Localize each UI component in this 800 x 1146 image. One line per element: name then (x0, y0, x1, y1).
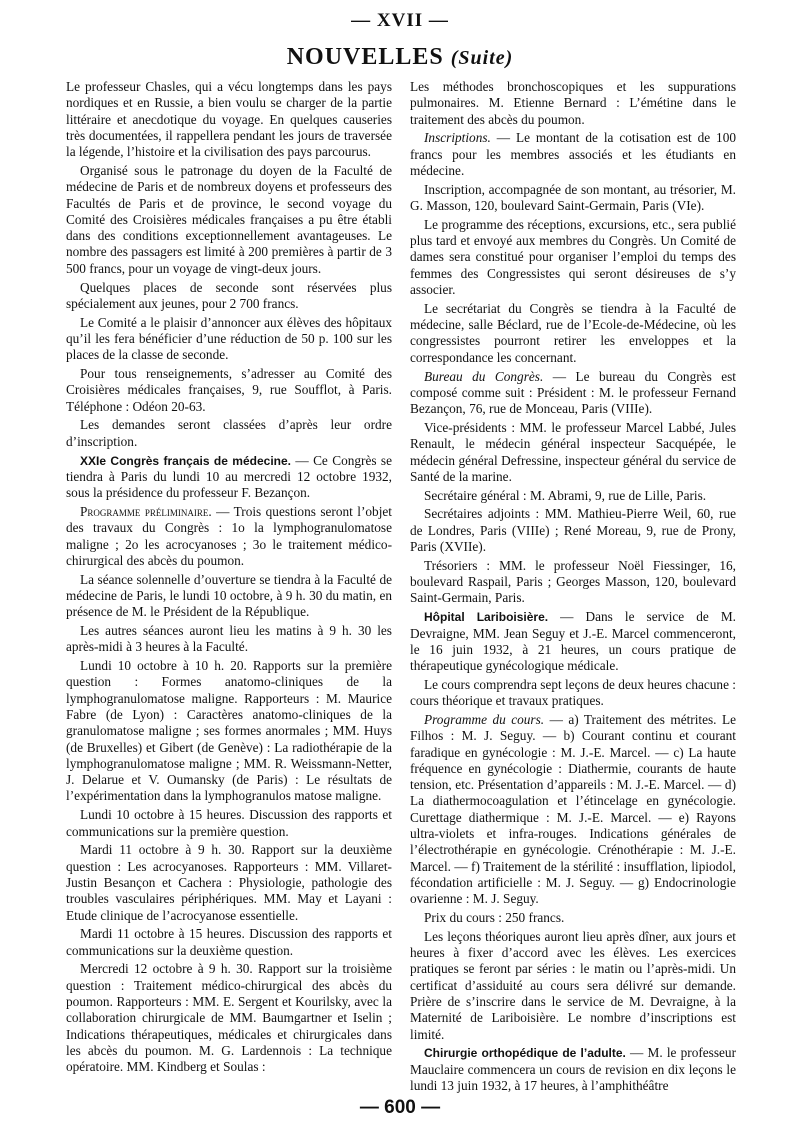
inscriptions-text: — Le montant de la cotisation est de 100 francs pour les membres associés et les étudiants en médecine. (410, 130, 736, 178)
programme-cours-text: — a) Traitement des métrites. Le Filhos : M. J. Seguy. — b) Courant continu et courant faradique en gynécologie : M. J.-E. Marcel. — c) La haute fréquence en gynécologie : Diathermie, courants de haute tension, etc. Présentation d’appareils : M. J.-E. Marcel. — d) La diathermocoagulation et l’étincelage en gynécologie. Curettage diathermique : M. J.-E. Marcel. — e) Rayons ultra-violets et infra-rouges. Indications générales de l’électrothérapie en gynécologie. Crénothérapie : M. J.-E. Marcel. — f) Traitement de la stérilité : insufflation, lipiodol, fécondation artificielle : M. J. Seguy. — g) Endocrinologie ovarienne : M. J. Seguy. (410, 711, 736, 907)
paragraph: Les méthodes bronchoscopiques et les suppurations pulmonaires. M. Etienne Bernard : L’émétine dans le traitement des abcès du poumon. (410, 79, 736, 127)
paragraph: Lundi 10 octobre à 15 heures. Discussion des rapports et communications sur la première question. (66, 807, 392, 839)
title-suffix: (Suite) (450, 47, 514, 69)
inscriptions-label: Inscriptions. (424, 130, 491, 146)
paragraph: Les demandes seront classées d’après leur ordre d’inscription. (66, 417, 392, 449)
page-number-roman: — XVII — (351, 10, 449, 31)
paragraph: Secrétaires adjoints : MM. Mathieu-Pierre Weil, 60, rue de Londres, Paris (VIIIe) ; René Moreau, 9, rue de Prony, Paris (XVIIe). (410, 506, 736, 555)
programme-text: — Trois questions seront l’objet des travaux du Congrès : 1o la lymphogranulomatose maligne ; 2o les acrocyanoses ; 3o le traitement médico-chirurgical des abcès du poumon. (66, 503, 392, 568)
paragraph: Trésoriers : MM. le professeur Noël Fiessinger, 16, boulevard Raspail, Paris ; Georges Masson, 120, boulevard Saint-Germain, Paris. (410, 557, 736, 606)
paragraph: Inscription, accompagnée de son montant, au trésorier, M. G. Masson, 120, boulevard Saint-Germain, Paris (VIe). (410, 181, 736, 214)
paragraph: Les leçons théoriques auront lieu après dîner, aux jours et heures à fixer d’accord avec les élèves. Les exercices pratiques se feront par séries : le matin ou l’après-midi. Un certificat d’assiduité au cours sera délivré sur demande. Prière de s’inscrire dans le service de M. Devraigne, à la Maternité de Lariboisière. Le nombre d’inscriptions est limité. (410, 928, 736, 1042)
page-number: — 600 — (359, 1097, 441, 1118)
section-heading-hopital: Hôpital Lariboisière. (424, 610, 549, 625)
programme-label: Programme préliminaire. (80, 503, 212, 519)
bureau-label: Bureau du Congrès. (424, 368, 544, 384)
programme-paragraph (66, 504, 392, 569)
paragraph: Le professeur Chasles, qui a vécu longtemps dans les pays nordiques et en Russie, a bien voulu se charger de la partie littéraire et anecdotique du voyage. En quelques causeries très documentées, il rappellera pendant les jours de traversée la légende, l’histoire et la civilisation des pays parcourus. (66, 79, 392, 160)
paragraph: Mardi 11 octobre à 15 heures. Discussion des rapports et communications sur la deuxième question. (66, 926, 392, 958)
paragraph: Vice-présidents : MM. le professeur Marcel Labbé, Jules Renault, le médecin général inspecteur Sacquépée, le médecin général Defressine, inspecteur général du service de Santé de la marine. (410, 419, 736, 484)
paragraph: Le cours comprendra sept leçons de deux heures chacune : cours théorique et travaux pratiques. (410, 676, 736, 709)
congres-paragraph (66, 453, 392, 502)
paragraph: Le secrétariat du Congrès se tiendra à la Faculté de médecine, salle Béclard, rue de l’Ecole-de-Médecine, où les congressistes pourront retirer les enveloppes et la correspondance les concernant. (410, 300, 736, 365)
title-main: NOUVELLES (286, 44, 444, 70)
inscriptions-paragraph (410, 130, 736, 179)
paragraph: Organisé sous le patronage du doyen de la Faculté de médecine de Paris et de nombreux doyens et professeurs des Facultés de Paris et de province, le second voyage du Comité des Croisières médicales françaises a pu être établi dans des conditions exceptionnellement avantageuses. Le nombre des passagers est limité à 200 premières à partir de 3 500 francs, pour un voyage de vingt-deux jours. (66, 162, 392, 276)
hopital-paragraph (410, 609, 736, 674)
section-heading-chirurgie: Chirurgie orthopédique de l’adulte. (424, 1046, 626, 1061)
paragraph: Mardi 11 octobre à 9 h. 30. Rapport sur la deuxième question : Les acrocyanoses. Rapporteurs : MM. Villaret-Justin Besançon et Cachera : Physiologie, pathologie des troubles vasculaires périphériques. MM. May et Layani : Etude clinique de l’acrocyanose essentielle. (66, 842, 392, 923)
paragraph: Le Comité a le plaisir d’annoncer aux élèves des hôpitaux qu’il les fera bénéficier d’une réduction de 50 p. 100 sur les places de la classe de seconde. (66, 314, 392, 363)
paragraph: Mercredi 12 octobre à 9 h. 30. Rapport sur la troisième question : Traitement médico-chirurgical des abcès du poumon. Rapporteurs : MM. E. Sergent et Kourilsky, avec la collaboration chirurgicale de MM. Baumgartner et Iselin ; Indications thérapeutiques, médicales et chirurgicales dans les abcès du poumon. M. G. Lardennois : La technique opératoire. MM. Kindberg et Soulas : (66, 961, 392, 1075)
paragraph: Prix du cours : 250 francs. (424, 910, 565, 926)
bureau-text: — Le bureau du Congrès est composé comme suit : Président : M. le professeur Fernand Bezançon, 76, rue de Monceau, Paris (VIIIe). (410, 368, 736, 417)
paragraph: Secrétaire général : M. Abrami, 9, rue de Lille, Paris. (424, 487, 707, 503)
programme-cours-paragraph (410, 712, 736, 908)
left-column (66, 79, 392, 1078)
programme-cours-label: Programme du cours. (424, 711, 545, 727)
paragraph: Quelques places de seconde sont réservées plus spécialement aux jeunes, pour 2 700 francs. (66, 279, 392, 311)
paragraph: La séance solennelle d’ouverture se tiendra à la Faculté de médecine de Paris, le lundi 10 octobre, à 9 h. 30 du matin, en présence de M. le Président de la République. (66, 571, 392, 620)
chirurgie-text: — M. le professeur Mauclaire commencera un cours de revision en dix leçons le lundi 13 juin 1932, à 17 heures, à l’amphithéâtre (410, 1045, 736, 1094)
paragraph: Les autres séances auront lieu les matins à 9 h. 30 les après-midi à 3 heures à la Faculté. (66, 623, 392, 655)
section-heading-congres: XXIe Congrès français de médecine. (80, 453, 291, 468)
chirurgie-paragraph (410, 1045, 736, 1094)
paragraph: Le programme des réceptions, excursions, etc., sera publié plus tard et envoyé aux membres du Congrès. Un Comité de dames sera constitué pour organiser l’emploi du temps des femmes des Congressistes qui seront désireuses de s’y associer. (410, 216, 736, 298)
hopital-text: — Dans le service de M. Devraigne, MM. Jean Seguy et J.-E. Marcel commenceront, le 16 juin 1932, à 21 heures, un cours pratique de thérapeutique gynécologique médicale. (410, 609, 737, 674)
bureau-paragraph (410, 369, 736, 418)
congres-text: — Ce Congrès se tiendra à Paris du lundi 10 au mercredi 12 octobre 1932, sous la présidence du professeur F. Bezançon. (66, 452, 393, 501)
right-column (410, 79, 736, 1097)
page-title (0, 44, 800, 71)
paragraph: Pour tous renseignements, s’adresser au Comité des Croisières médicales françaises, 9, rue Soufflot, à Paris. Téléphone : Odéon 20-63. (66, 366, 392, 414)
paragraph: Lundi 10 octobre à 10 h. 20. Rapports sur la première question : Formes anatomo-cliniques de la lymphogranulomatose maligne. Rapporteurs : M. Maurice Fabre (de Lyon) : Caractères anatomo-cliniques de la granulomatose maligne ; ses formes anormales ; MM. Huys (de Bruxelles) et Gibert (de Genève) : La radiothérapie de la lymphogranulomatose maligne ; MM. R. Weissmann-Netter, J. Delarue et V. Oumansky (de Paris) : Le résultats de l’expérimentation dans la lymphogranulos matose maligne. (66, 658, 392, 804)
